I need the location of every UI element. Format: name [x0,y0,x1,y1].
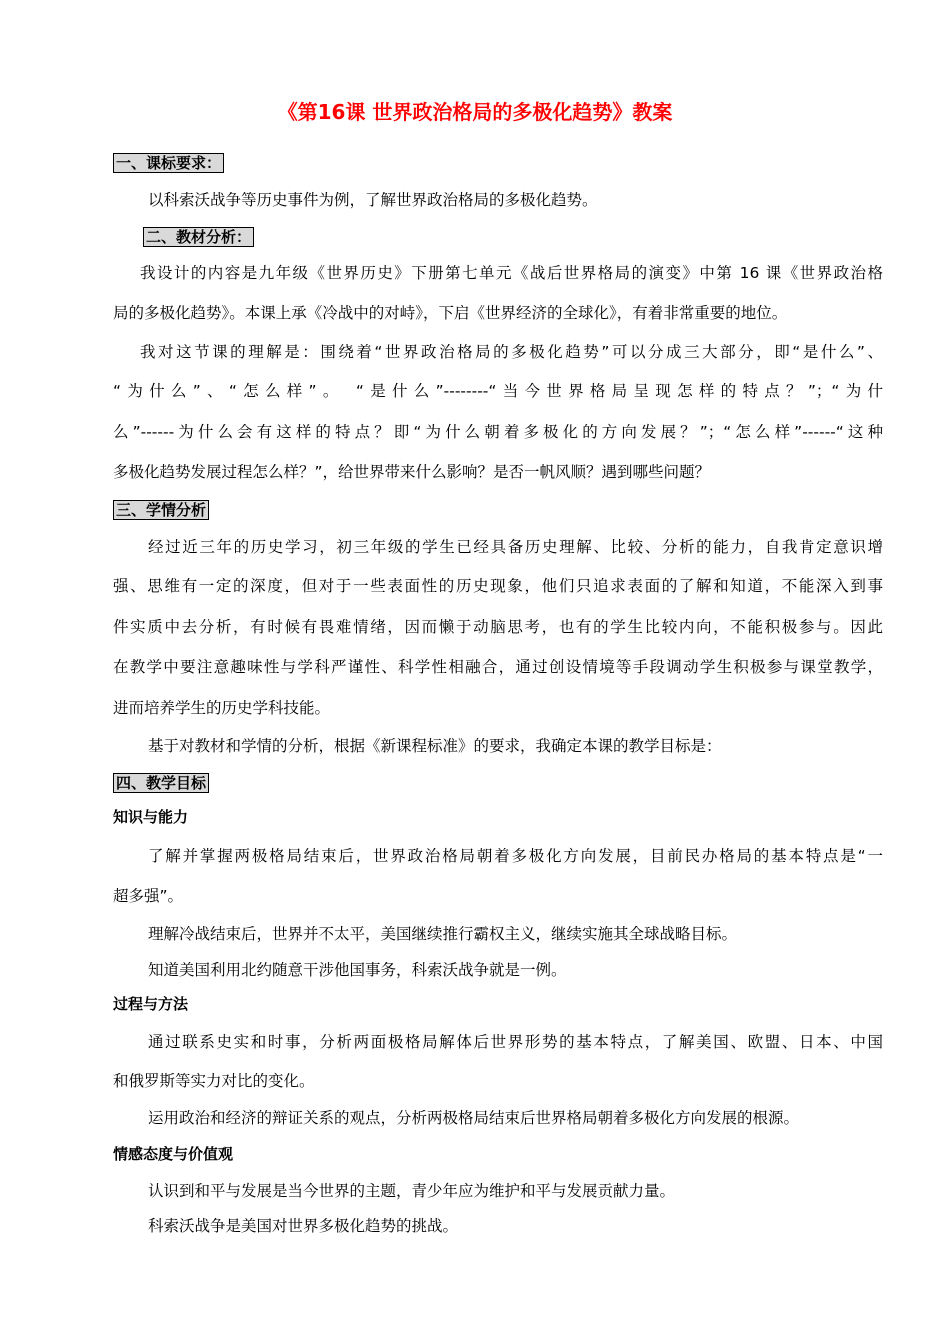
heading-box: 四、教学目标 [113,773,209,793]
heading-box: 三、学情分析 [113,500,209,520]
heading-box: 一、课标要求： [113,153,224,173]
paragraph-line: 多极化趋势发展过程怎么样？”，给世界带来什么影响？是否一帆风顺？遇到哪些问题？ [113,463,711,481]
subheading-knowledge: 知识与能力 [113,808,189,826]
paragraph-line: 运用政治和经济的辩证关系的观点，分析两极格局结束后世界格局朝着多极化方向发展的根源。 [148,1109,800,1127]
section-heading-learners [113,499,883,521]
paragraph-line: 件实质中去分析，有时候有畏难情绪，因而懒于动脑思考，也有的学生比较内向，不能积极参与。因此 [113,618,883,636]
subheading-values: 情感态度与价值观 [113,1145,234,1163]
paragraph-line: 以科索沃战争等历史事件为例，了解世界政治格局的多极化趋势。 [148,191,598,209]
section-heading-objectives [113,772,883,794]
paragraph-line: 我对这节课的理解是：围绕着“世界政治格局的多极化趋势”可以分成三大部分，即“是什么”、 [140,343,883,361]
heading-box: 二、教材分析： [143,227,254,247]
paragraph-line: 在教学中要注意趣味性与学科严谨性、科学性相融合，通过创设情境等手段调动学生积极参与课堂教学， [113,658,883,676]
subheading-process: 过程与方法 [113,995,189,1013]
paragraph-line: 进而培养学生的历史学科技能。 [113,699,331,717]
paragraph-line: 局的多极化趋势》。本课上承《冷战中的对峙》，下启《世界经济的全球化》，有着非常重要的地位。 [113,304,788,322]
paragraph-line: 经过近三年的历史学习，初三年级的学生已经具备历史理解、比较、分析的能力，自我肯定意识增 [148,538,883,556]
paragraph-line: 强、思维有一定的深度，但对于一些表面性的历史现象，他们只追求表面的了解和知道，不能深入到事 [113,577,883,595]
paragraph-line: 么”------为什么会有这样的特点？即“为什么朝着多极化的方向发展？”；“怎么样”------“这种 [113,423,883,441]
section-heading-textbook [143,226,883,248]
paragraph-line: “为什么”、“怎么样”。 “是什么”--------“当今世界格局呈现怎样的特点？”；“为什 [113,382,883,400]
paragraph-line: 和俄罗斯等实力对比的变化。 [113,1072,315,1090]
paragraph-line: 了解并掌握两极格局结束后，世界政治格局朝着多极化方向发展，目前民办格局的基本特点是“一 [148,847,883,865]
paragraph-line: 超多强”。 [113,887,184,905]
paragraph-line: 知道美国利用北约随意干涉他国事务，科索沃战争就是一例。 [148,961,567,979]
paragraph-line: 基于对教材和学情的分析，根据《新课程标准》的要求，我确定本课的教学目标是： [148,737,722,755]
section-heading-curriculum [113,152,883,174]
paragraph-line: 科索沃战争是美国对世界多极化趋势的挑战。 [148,1217,459,1235]
paragraph-line: 认识到和平与发展是当今世界的主题，青少年应为维护和平与发展贡献力量。 [148,1182,676,1200]
document-title: 《第16课 世界政治格局的多极化趋势》教案 [277,100,673,124]
paragraph-line: 我设计的内容是九年级《世界历史》下册第七单元《战后世界格局的演变》中第 16 课《世界政治格 [140,264,883,282]
paragraph-line: 理解冷战结束后，世界并不太平，美国继续推行霸权主义，继续实施其全球战略目标。 [148,925,738,943]
paragraph-line: 通过联系史实和时事，分析两面极格局解体后世界形势的基本特点，了解美国、欧盟、日本、中国 [148,1033,883,1051]
